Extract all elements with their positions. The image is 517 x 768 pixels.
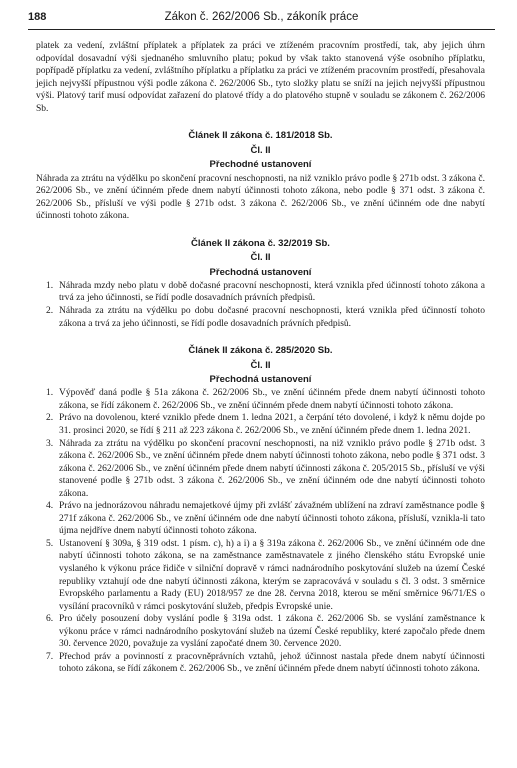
item-text: Náhrada za ztrátu na výdělku po dobu dočasné pracovní neschopnosti, která vznikla před účinností tohoto zákona a trvá za jeho účinnosti, se řídí podle dosavadních právních předpisů. xyxy=(59,306,485,329)
item-text: Ustanovení § 309a, § 319 odst. 1 písm. c), h) a i) a § 319a zákona č. 262/2006 Sb., ve znění účinném ode dne nabytí účinnosti tohoto zákona, se na zaměstnance zaměstnavatele z jiného členského státu Evropské unie vyslaného k výkonu práce řidiče v silniční dopravě v rámci nadnárodního poskytování služeb na území České republiky vztahují ode dne nabytí účinnosti zákona, kterým se zapracovává v souladu s čl. 3 odst. 3 směrnice Evropského parlamentu a Rady (EU) 2018/957 ze dne 28. června 2018, kterou se mění směrnice 96/71/ES o vysílání pracovníků v rámci poskytování služeb, předpis Evropské unie. xyxy=(59,538,485,612)
item-text: Pro účely posouzení doby vyslání podle § 319a odst. 1 zákona č. 262/2006 Sb. se vyslání zaměstnance k výkonu práce v rámci nadnárodního poskytování služeb na území České republiky, které započalo přede dnem 30. července 2020, považuje za vyslání započaté dnem 30. července 2020. xyxy=(59,614,485,650)
item-text: Náhrada mzdy nebo platu v době dočasné pracovní neschopnosti, která vznikla před účinností tohoto zákona a trvá za jeho účinnosti, se řídí podle dosavadních právních předpisů. xyxy=(59,280,485,304)
provision-list xyxy=(36,387,485,676)
article-heading: Článek II zákona č. 181/2018 Sb. xyxy=(188,130,333,142)
item-text: Přechod práv a povinností z pracovněprávních vztahů, jehož účinnost nastala přede dnem nabytí účinnosti tohoto zákona, se řídí zákonem č. 262/2006 Sb., ve znění účinném přede dnem nabytí účinnosti tohoto zákona. xyxy=(59,651,485,675)
list-item xyxy=(36,305,485,330)
list-item xyxy=(36,412,485,437)
list-item xyxy=(36,500,485,538)
page-header xyxy=(28,11,495,29)
item-number: 6. xyxy=(46,614,54,625)
article-heading: Článek II zákona č. 285/2020 Sb. xyxy=(188,345,333,357)
running-title: Zákon č. 262/2006 Sb., zákoník práce xyxy=(164,11,359,23)
page-number: 188 xyxy=(28,11,47,23)
item-number: 1. xyxy=(46,388,54,399)
item-number: 2. xyxy=(46,413,54,424)
item-text: Právo na dovolenou, které vzniklo přede dnem 1. ledna 2021, a čerpání této dovolené, i když k němu dojde po 31. prosinci 2020, se řídí § 211 až 223 zákona č. 262/2006 Sb., ve znění účinném přede dnem 1. ledna 2021. xyxy=(59,413,485,436)
section-paragraph: Náhrada za ztrátu na výdělku po skončení pracovní neschopnosti, na niž vzniklo právo podle § 271b odst. 3 zákona č. 262/2006 Sb., ve znění účinném přede dnem nabytí účinnosti tohoto zákona, nebo podle § 371 odst. 3 zákona č. 262/2006 Sb., přísluší ve výši podle § 271b odst. 3 zákona č. 262/2006 Sb., ve znění účinném ode dne nabytí účinnosti tohoto zákona. xyxy=(36,173,485,222)
list-item xyxy=(36,280,485,305)
section-subtitle: Přechodná ustanovení xyxy=(209,373,312,385)
header-rule xyxy=(28,29,495,30)
item-number: 1. xyxy=(46,280,54,291)
section-subtitle: Přechodná ustanovení xyxy=(209,266,312,278)
page-body xyxy=(36,40,485,676)
list-item xyxy=(36,651,485,676)
article-heading: Článek II zákona č. 32/2019 Sb. xyxy=(191,237,330,249)
part-heading: Čl. II xyxy=(250,144,271,156)
item-text: Výpověď daná podle § 51a zákona č. 262/2006 Sb., ve znění účinném přede dnem nabytí účinnosti tohoto zákona, se řídí zákonem č. 262/2006 Sb., ve znění účinném přede dnem nabytí účinnosti tohoto zákona. xyxy=(59,388,485,411)
item-text: Náhrada za ztrátu na výdělku po skončení pracovní neschopnosti, na niž vzniklo právo podle § 271b odst. 3 zákona č. 262/2006 Sb., ve znění účinném přede dnem nabytí účinnosti tohoto zákona, nebo podle § 371 odst. 3 zákona č. 262/2006 Sb., ve znění účinném přede dnem nabytí účinnosti zákona č. 205/2015 Sb., přísluší ve výši stanovené podle § 271b odst. 3 zákona č. 262/2006 Sb., ve znění účinném ode dne nabytí účinnosti tohoto zákona. xyxy=(59,438,485,499)
intro-paragraph: platek za vedení, zvláštní příplatek a příplatek za práci ve ztíženém pracovním prostředí, tak, aby jejich úhrn odpovídal dosavadní výši sjednaného smluvního platu; pokud by však takto stanovená výše osobního příplatku, popřípadě příplatku za vedení, zvláštního příplatku a příplatku za práci ve ztíženém pracovním prostředí, přesahovala jejich nejvyšší přípustnou výši podle zákona č. 262/2006 Sb., tyto složky platu se sníží na jejich nejvyšší přípustnou výši. Platový tarif musí odpovídat zařazení do platové třídy a do platového stupně v souladu se zákonem č. 262/2006 Sb. xyxy=(36,41,485,114)
list-item xyxy=(36,387,485,412)
list-item xyxy=(36,613,485,651)
part-heading: Čl. II xyxy=(250,252,271,264)
provision-list xyxy=(36,280,485,330)
item-number: 3. xyxy=(46,438,54,449)
item-number: 4. xyxy=(46,501,54,512)
list-item xyxy=(36,438,485,501)
section-subtitle: Přechodné ustanovení xyxy=(209,159,312,171)
item-number: 7. xyxy=(46,651,54,662)
list-item xyxy=(36,538,485,613)
item-number: 2. xyxy=(46,306,54,316)
item-text: Právo na jednorázovou náhradu nemajetkové újmy při zvlášť závažném ublížení na zdraví zaměstnance podle § 271f zákona č. 262/2006 Sb., ve znění účinném ode dne nabytí účinnosti tohoto zákona, přísluší, vznikla-li tato újma nejdříve dnem nabytí účinnosti tohoto zákona. xyxy=(59,501,485,537)
item-number: 5. xyxy=(46,538,54,549)
part-heading: Čl. II xyxy=(250,359,271,371)
